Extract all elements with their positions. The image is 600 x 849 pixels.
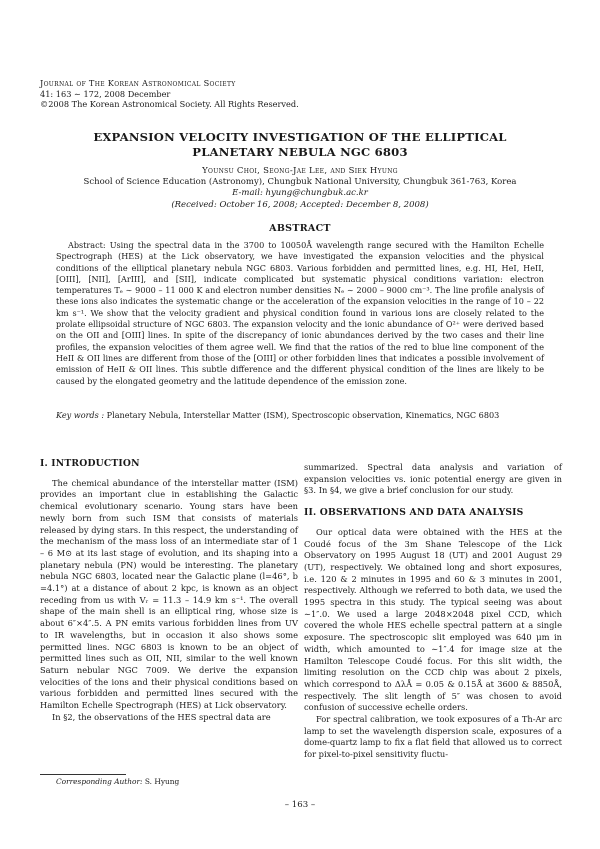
journal-name: Journal of The Korean Astronomical Society xyxy=(40,78,236,88)
keywords xyxy=(56,410,544,421)
intro-continuation: summarized. Spectral data analysis and variation of expansion velocities vs. ionic potential energy are given in §3. In §4, we give a brief conclusion for our study. xyxy=(304,462,562,496)
email: E-mail: hyung@chungbuk.ac.kr xyxy=(232,188,368,199)
author-block xyxy=(40,166,560,211)
keywords-label: Key words : xyxy=(56,410,105,420)
footnote-label: Corresponding Author: xyxy=(56,777,143,786)
abstract-heading: ABSTRACT xyxy=(269,223,331,234)
author-names: Younsu Choi, Seong-Jae Lee, and Siek Hyung xyxy=(202,166,398,176)
left-column xyxy=(40,458,298,723)
intro-paragraph: In §2, the observations of the HES spectral data are xyxy=(52,711,271,722)
observations-paragraph: For spectral calibration, we took exposures of a Th-Ar arc lamp to set the wavelength dispersion scale, exposures of a dome-quartz lamp to fix a flat field that allowed us to correct for pixel-to-pixel sensitivity fluctu- xyxy=(304,714,562,760)
paper-title xyxy=(40,130,560,159)
footnote-author: S. Hyung xyxy=(144,777,180,786)
page-number: – 163 – xyxy=(284,800,316,810)
volume-line: 41: 163 ∼ 172, 2008 December xyxy=(40,88,171,99)
right-column xyxy=(304,462,562,761)
copyright-line: ©2008 The Korean Astronomical Society. All Rights Reserved. xyxy=(40,99,299,109)
corresponding-author-footnote xyxy=(56,777,179,786)
section-heading-introduction: I. INTRODUCTION xyxy=(40,458,140,469)
title-line-2: PLANETARY NEBULA NGC 6803 xyxy=(192,144,408,159)
journal-header xyxy=(40,78,299,110)
keywords-list: Planetary Nebula, Interstellar Matter (ISM), Spectroscopic observation, Kinematics, NGC 6803 xyxy=(106,410,500,420)
observations-paragraph: Our optical data were obtained with the HES at the Coudé focus of the 3m Shane Telescope of the Lick Observatory on 1995 August 18 (UT) and 2001 August 29 (UT), respectively. We obtained long and short exposures, i.e. 120 & 2 minutes in 1995 and 60 & 3 minutes in 2001, respectively. Although we referred to both data, we used the 1995 spectra in this study. The typical seeing was about ∼1″.0. We used a large 2048×2048 pixel CCD, which covered the whole HES echelle spectral pattern at a single exposure. The spectroscopic slit employed was 640 μm in width, which amounted to ∼1″.4 for image size at the Hamilton Telescope Coudé focus. For this slit width, the limiting resolution on the CCD chip was about 2 pixels, which correspond to ΔλÅ = 0.05 & 0.15Å at 3600 & 8850Å, respectively. The slit length of 5″ was chosen to avoid confusion of successive echelle orders. xyxy=(304,526,562,713)
footnote-rule xyxy=(40,774,126,775)
intro-paragraph: The chemical abundance of the interstellar matter (ISM) provides an important clue in establishing the Galactic chemical evolutionary scenario. Young stars have been newly born from such ISM that consists of materials released by dying stars. In this respect, the understanding of the mechanism of the mass loss of an intermediate star of 1 – 6 M⊙ at its last stage of evolution, and its shaping into a planetary nebula (PN) would be interesting. The planetary nebula NGC 6803, located near the Galactic plane (l=46°, b =4.1°) at a distance of about 2 kpc, is known as an object receding from us with Vᵣ = 11.3 – 14.9 km s⁻¹. The overall shape of the main shell is an elliptical ring, whose size is about 6″×4″.5. A PN emits various forbidden lines from UV to IR wavelengths, but in occasion it also shows some permitted lines. NGC 6803 is known to be an object of permitted lines such as OII, NII, similar to the well known Saturn nebular NGC 7009. We derive the expansion velocities of the ions and their physical conditions based on various forbidden and permitted lines secured with the Hamilton Echelle Spectrograph (HES) at Lick observatory. xyxy=(40,477,298,711)
section-heading-observations: II. OBSERVATIONS AND DATA ANALYSIS xyxy=(304,507,524,519)
affiliation: School of Science Education (Astronomy), Chungbuk National University, Chungbuk 361-763, Korea xyxy=(83,177,517,188)
received-dates: (Received: October 16, 2008; Accepted: December 8, 2008) xyxy=(171,199,429,210)
title-line-1: EXPANSION VELOCITY INVESTIGATION OF THE ELLIPTICAL xyxy=(93,130,507,144)
abstract-text: Abstract: Using the spectral data in the 3700 to 10050Å wavelength range secured with the Hamilton Echelle Spectrograph (HES) at the Lick observatory, we have investigated the expansion velocities and the physical conditions of the elliptical planetary nebula NGC 6803. Various forbidden and permitted lines, e.g. HI, HeI, HeII, [OIII], [NII], [ArIII], and [SII], indicate complicated but systematic physical conditions variation: electron temperatures Tₑ ∼ 9000 – 11 000 K and electron number densities Nₑ ∼ 2000 – 9000 cm⁻³. The line profile analysis of these ions also indicates the systematic change or the acceleration of the expansion velocities in the range of 10 – 22 km s⁻¹. We show that the velocity gradient and physical condition found in various ions are closely related to the prolate ellipsoidal structure of NGC 6803. The expansion velocity and the ionic abundance of O²⁺ were derived based on the OII and [OIII] lines. In spite of the discrepancy of ionic abundances derived by the two cases and their line profiles, the expansion velocities of them agree well. We find that the ratios of the red to blue line component of the HeII & OII lines are different from those of the [OIII] or other forbidden lines that indicates a possible involvement of emission of HeII & OII lines. This subtle difference and the different physical condition of the lines are likely to be caused by the elongated geometry and the latitude dependence of the emission zone. xyxy=(56,240,544,386)
